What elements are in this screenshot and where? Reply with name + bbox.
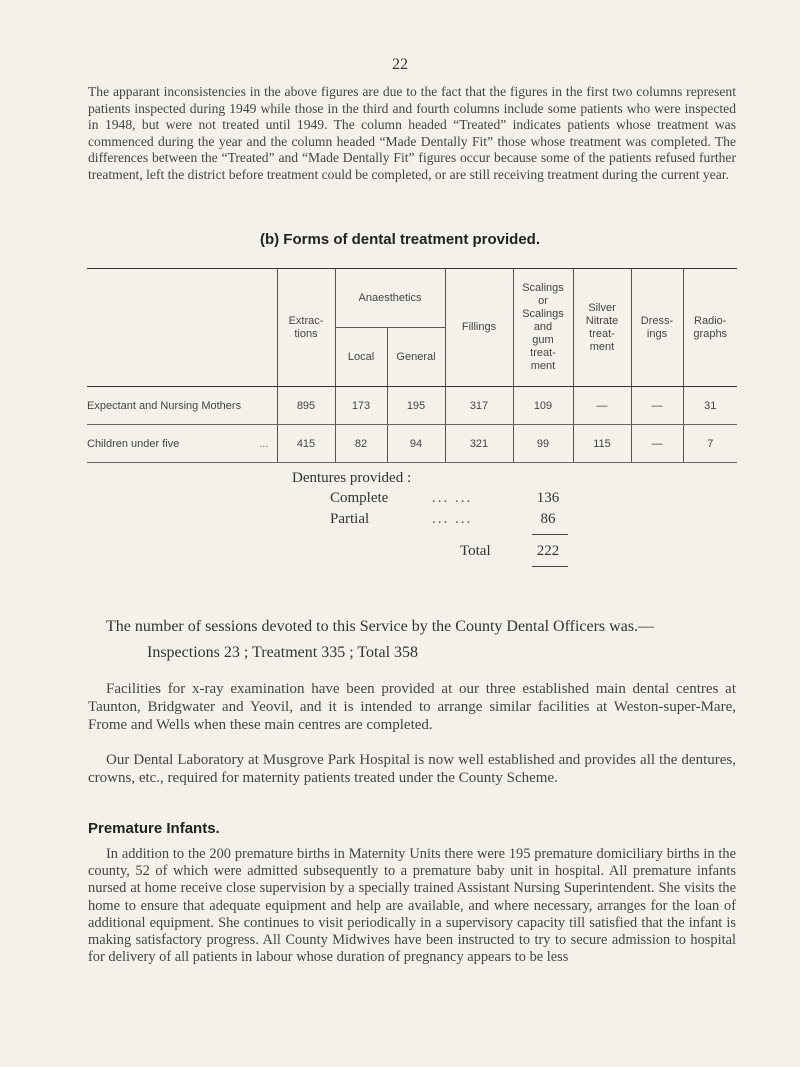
cell-local: 82: [335, 425, 387, 463]
cell-radiographs: 7: [683, 425, 737, 463]
row-leader: ...: [259, 437, 269, 450]
cell-silver-nitrate: 115: [573, 425, 631, 463]
row-label: Children under five: [87, 437, 180, 450]
cell-silver-nitrate: —: [573, 387, 631, 425]
xray-text: Facilities for x-ray examination have been provided at our three established main dental centres at Taunton, Bridgwater and Yeovil, and it is intended to arrange similar facilities at Weston-super-Mare, Frome and Wells when these main centres are completed.: [88, 681, 736, 733]
lab-paragraph: [88, 751, 736, 787]
premature-paragraph: [88, 846, 736, 966]
cell-extractions: 415: [277, 425, 335, 463]
dentures-partial-label: Partial: [330, 511, 370, 527]
xray-paragraph: [88, 680, 736, 734]
cell-general: 195: [387, 387, 445, 425]
cell-dressings: —: [631, 425, 683, 463]
header-general: General: [387, 328, 445, 387]
table-row: [87, 387, 737, 425]
dentures-total-value: 222: [536, 543, 560, 559]
header-fillings: Fillings: [445, 269, 513, 387]
dentures-partial-value: 86: [540, 511, 556, 527]
dentures-complete-label: Complete: [330, 490, 389, 506]
cell-extractions: 895: [277, 387, 335, 425]
cell-fillings: 321: [445, 425, 513, 463]
cell-scalings: 109: [513, 387, 573, 425]
treatment-table: [87, 268, 737, 463]
dentures-rule-top: [532, 534, 568, 535]
row-label-header: [87, 269, 277, 387]
header-extractions: Extrac- tions: [277, 269, 335, 387]
section-heading: (b) Forms of dental treatment provided.: [259, 231, 541, 248]
dentures-rule-bottom: [532, 566, 568, 567]
header-radiographs: Radio- graphs: [683, 269, 737, 387]
cell-local: 173: [335, 387, 387, 425]
dentures-partial-dots: ... ...: [432, 511, 473, 527]
cell-radiographs: 31: [683, 387, 737, 425]
page-number: 22: [392, 56, 408, 73]
sessions-intro: The number of sessions devoted to this Service by the County Dental Officers was.—: [106, 618, 655, 635]
premature-heading: Premature Infants.: [88, 820, 220, 837]
row-label: Expectant and Nursing Mothers: [87, 399, 242, 412]
header-dressings: Dress- ings: [631, 269, 683, 387]
dentures-title: Dentures provided :: [292, 470, 412, 486]
intro-paragraph: The apparant inconsistencies in the above figures are due to the fact that the figures in the first two columns represent patients inspected during 1949 while those in the third and fourth columns include some patients who were inspected in 1948, but were not treated until 1949. The column headed “Treated” indicates patients whose treatment was commenced during the year and the column headed “Made Dentally Fit” those whose treatment was completed. The differences between the “Treated” and “Made Dentally Fit” figures occur because some of the patients refused further treatment, left the district before treatment could be completed, or are still receiving treatment during the current year.: [88, 84, 736, 182]
header-scalings: Scalings or Scalings and gum treat- ment: [513, 269, 573, 387]
cell-fillings: 317: [445, 387, 513, 425]
dentures-complete-value: 136: [536, 490, 560, 506]
table-row: [87, 425, 737, 463]
lab-text: Our Dental Laboratory at Musgrove Park Hospital is now well established and provides all the dentures, crowns, etc., required for maternity patients treated under the County Scheme.: [88, 752, 736, 786]
cell-dressings: —: [631, 387, 683, 425]
header-anaesthetics: Anaesthetics: [335, 269, 445, 328]
dentures-complete-dots: ... ...: [432, 490, 473, 506]
premature-text: In addition to the 200 premature births in Maternity Units there were 195 premature domiciliary births in the county, 52 of which were admitted subsequently to a premature baby unit in hospital. All premature infants nursed at home receive close supervision by a specially trained Assistant Nursing Superintendent. She visits the home to ensure that adequate equipment and help are available, and where necessary, arranges for the loan of additional equipment. She continues to visit periodically in a supervisory capacity till satisfied that the infant is making satisfactory progress. All County Midwives have been instructed to try to secure admission to hospital for delivery of all patients in labour whose duration of pregnancy appears to be less: [88, 846, 736, 966]
cell-general: 94: [387, 425, 445, 463]
header-local: Local: [335, 328, 387, 387]
cell-scalings: 99: [513, 425, 573, 463]
header-silver-nitrate: Silver Nitrate treat- ment: [573, 269, 631, 387]
dentures-total-label: Total: [460, 543, 491, 559]
sessions-line: Inspections 23 ; Treatment 335 ; Total 358: [147, 644, 419, 661]
